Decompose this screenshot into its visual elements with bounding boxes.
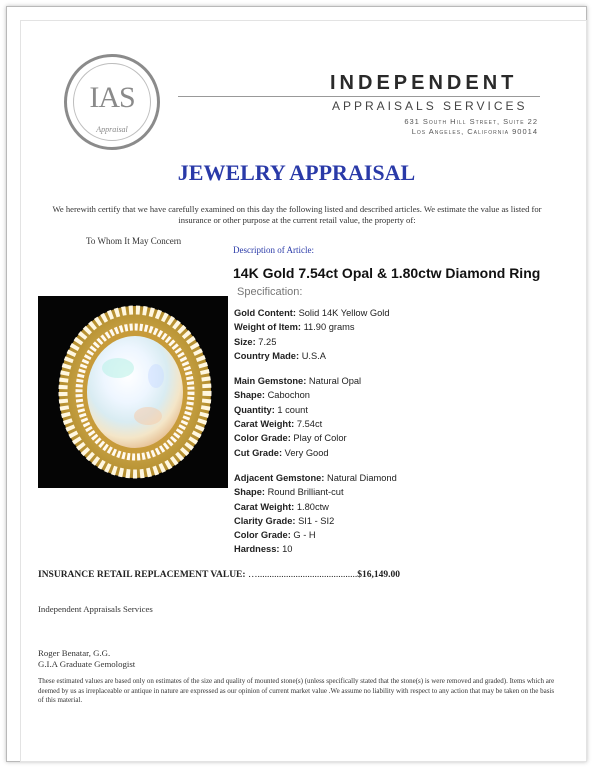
certification-text: We herewith certify that we have carefully examined on this day the following listed and described articles. We estimate the value as listed for insurance or other purpose at the current retail value, the property of: bbox=[52, 204, 542, 225]
spec-value: Solid 14K Yellow Gold bbox=[298, 308, 390, 318]
spec-row-quantity bbox=[234, 403, 397, 417]
disclaimer-text: These estimated values are based only on estimates of the size and quality of mounted stone(s) (unless specifically stated that the stone(s) is were removed and graded). Items which are deemed by us as irreplaceable or antique in nature are expressed as our opinion of current market value .We assume no liability with respect to any action that may be taken on the basis of this material. bbox=[38, 677, 555, 705]
spec-value: Play of Color bbox=[293, 433, 347, 444]
spec-row-adjacent-shape bbox=[234, 485, 397, 499]
spec-label: Shape: bbox=[234, 487, 265, 498]
item-title: 14K Gold 7.54ct Opal & 1.80ctw Diamond Ring bbox=[233, 265, 541, 281]
spec-label: Color Grade: bbox=[234, 433, 291, 444]
company-subtitle: APPRAISALS SERVICES bbox=[332, 99, 528, 113]
spec-row-adjacent-gemstone bbox=[234, 471, 397, 485]
spec-value: Natural Opal bbox=[308, 376, 362, 387]
spec-row-main-gemstone bbox=[234, 374, 397, 388]
spec-label: Country Made: bbox=[234, 350, 300, 361]
spec-value: Very Good bbox=[284, 447, 329, 458]
spec-label: Adjacent Gemstone: bbox=[234, 472, 325, 483]
spec-label: Carat Weight: bbox=[234, 501, 295, 512]
spec-row-gold-content bbox=[234, 306, 397, 320]
document-title: JEWELRY APPRAISAL bbox=[177, 160, 416, 185]
address-line-2: Los Angeles, California 90014 bbox=[411, 127, 538, 136]
spec-value: G - H bbox=[293, 530, 316, 541]
spec-label: Cut Grade: bbox=[234, 447, 283, 458]
spec-value: 11.90 grams bbox=[303, 322, 355, 333]
signature-block bbox=[38, 648, 135, 670]
ias-logo bbox=[64, 54, 160, 150]
spec-value: Round Brilliant-cut bbox=[267, 487, 344, 498]
spec-label: Clarity Grade: bbox=[234, 515, 296, 526]
spec-row-main-color bbox=[234, 431, 397, 445]
appraiser-name: Roger Benatar, G.G. bbox=[38, 648, 111, 658]
spec-row-weight bbox=[234, 320, 397, 334]
spec-row-adjacent-color bbox=[234, 528, 397, 542]
spec-label: Hardness: bbox=[234, 544, 280, 555]
spec-value: 10 bbox=[282, 544, 293, 555]
spec-row-country bbox=[234, 349, 397, 363]
spec-value: 1.80ctw bbox=[296, 501, 329, 512]
recipient: To Whom It May Concern bbox=[86, 236, 182, 246]
spec-label: Main Gemstone: bbox=[234, 376, 307, 387]
specifications bbox=[234, 306, 397, 557]
spec-row-size bbox=[234, 335, 397, 349]
spec-value: Cabochon bbox=[267, 390, 310, 401]
header-rule bbox=[178, 96, 540, 97]
spec-row-cut-grade bbox=[234, 446, 397, 460]
specification-label: Specification: bbox=[237, 286, 303, 298]
logo-monogram: IAS bbox=[89, 81, 135, 114]
insurance-label: INSURANCE RETAIL REPLACEMENT VALUE: bbox=[38, 570, 246, 580]
spec-label: Weight of Item: bbox=[234, 322, 301, 333]
company-name: INDEPENDENT bbox=[330, 72, 518, 94]
appraiser-title: G.I.A Graduate Gemologist bbox=[38, 659, 136, 669]
spec-row-clarity bbox=[234, 514, 397, 528]
company-address bbox=[404, 117, 538, 137]
address-line-1: 631 South Hill Street, Suite 22 bbox=[404, 117, 538, 126]
spec-value: U.S.A bbox=[301, 350, 326, 361]
signature-company: Independent Appraisals Services bbox=[38, 604, 153, 614]
spec-label: Color Grade: bbox=[234, 530, 291, 541]
spec-label: Quantity: bbox=[234, 404, 275, 415]
opal-ring-image bbox=[38, 296, 228, 488]
spec-label: Carat Weight: bbox=[234, 419, 295, 430]
ring-photo bbox=[38, 296, 228, 488]
spec-row-main-shape bbox=[234, 388, 397, 402]
spec-row-main-carat bbox=[234, 417, 397, 431]
spec-value: SI1 - SI2 bbox=[298, 515, 335, 526]
spec-row-adjacent-carat bbox=[234, 500, 397, 514]
logo-tagline: Appraisal bbox=[96, 125, 128, 134]
spec-label: Shape: bbox=[234, 390, 265, 401]
spec-value: 7.25 bbox=[258, 336, 277, 347]
spec-label: Size: bbox=[234, 336, 256, 347]
spec-value: 1 count bbox=[277, 404, 308, 415]
description-label: Description of Article: bbox=[233, 245, 314, 255]
spec-label: Gold Content: bbox=[234, 308, 296, 318]
spec-value: 7.54ct bbox=[296, 419, 323, 430]
insurance-dots: ….......................................... bbox=[247, 570, 358, 580]
insurance-amount: $16,149.00 bbox=[357, 570, 400, 580]
insurance-value-line bbox=[38, 570, 400, 580]
spec-value: Natural Diamond bbox=[327, 472, 397, 483]
spec-row-hardness bbox=[234, 542, 397, 556]
